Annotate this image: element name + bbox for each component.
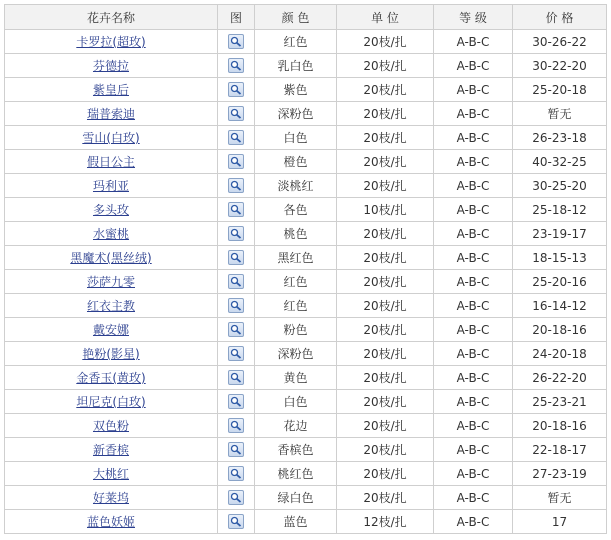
magnifier-icon[interactable] <box>228 106 244 121</box>
image-cell <box>218 342 255 366</box>
grade-cell: A-B-C <box>434 318 513 342</box>
unit-cell: 20枝/扎 <box>337 126 434 150</box>
price-cell: 23-19-17 <box>513 222 607 246</box>
header-price: 价 格 <box>513 5 607 30</box>
magnifier-icon[interactable] <box>228 370 244 385</box>
magnifier-icon[interactable] <box>228 322 244 337</box>
color-cell: 桃红色 <box>255 462 337 486</box>
table-row <box>5 486 607 510</box>
image-cell <box>218 54 255 78</box>
header-color: 颜 色 <box>255 5 337 30</box>
grade-cell: A-B-C <box>434 30 513 54</box>
color-cell: 红色 <box>255 30 337 54</box>
unit-cell: 20枝/扎 <box>337 174 434 198</box>
image-cell <box>218 486 255 510</box>
flower-name-link[interactable]: 大桃红 <box>92 467 129 481</box>
price-cell: 30-26-22 <box>513 30 607 54</box>
unit-cell: 20枝/扎 <box>337 78 434 102</box>
flower-name-cell <box>5 78 218 102</box>
image-cell <box>218 102 255 126</box>
unit-cell: 20枝/扎 <box>337 102 434 126</box>
table-row <box>5 318 607 342</box>
flower-name-link[interactable]: 多头玫 <box>92 203 129 217</box>
unit-cell: 20枝/扎 <box>337 342 434 366</box>
flower-name-cell <box>5 174 218 198</box>
grade-cell: A-B-C <box>434 390 513 414</box>
flower-name-link[interactable]: 卡罗拉(超玫) <box>76 35 146 49</box>
header-image: 图 <box>218 5 255 30</box>
table-row <box>5 438 607 462</box>
table-row <box>5 462 607 486</box>
image-cell <box>218 438 255 462</box>
magnifier-icon[interactable] <box>228 466 244 481</box>
image-cell <box>218 246 255 270</box>
header-row <box>5 5 607 30</box>
table-row <box>5 54 607 78</box>
unit-cell: 20枝/扎 <box>337 270 434 294</box>
price-cell: 17 <box>513 510 607 534</box>
unit-cell: 20枝/扎 <box>337 318 434 342</box>
image-cell <box>218 174 255 198</box>
magnifier-icon[interactable] <box>228 442 244 457</box>
color-cell: 白色 <box>255 390 337 414</box>
flower-name-cell <box>5 438 218 462</box>
image-cell <box>218 390 255 414</box>
color-cell: 淡桃红 <box>255 174 337 198</box>
flower-name-link[interactable]: 红衣主教 <box>86 299 135 313</box>
flower-name-link[interactable]: 艳粉(影星) <box>82 347 140 361</box>
magnifier-icon[interactable] <box>228 418 244 433</box>
unit-cell: 20枝/扎 <box>337 30 434 54</box>
flower-name-cell <box>5 246 218 270</box>
flower-name-cell <box>5 198 218 222</box>
price-cell: 25-20-18 <box>513 78 607 102</box>
flower-name-cell <box>5 102 218 126</box>
color-cell: 粉色 <box>255 318 337 342</box>
table-row <box>5 150 607 174</box>
price-cell: 26-22-20 <box>513 366 607 390</box>
image-cell <box>218 294 255 318</box>
image-cell <box>218 30 255 54</box>
flower-name-link[interactable]: 芬德拉 <box>92 59 129 73</box>
price-cell: 22-18-17 <box>513 438 607 462</box>
flower-name-cell <box>5 510 218 534</box>
unit-cell: 10枝/扎 <box>337 198 434 222</box>
price-cell: 30-25-20 <box>513 174 607 198</box>
price-cell: 25-20-16 <box>513 270 607 294</box>
image-cell <box>218 150 255 174</box>
image-cell <box>218 270 255 294</box>
price-cell: 25-23-21 <box>513 390 607 414</box>
flower-name-cell <box>5 270 218 294</box>
magnifier-icon[interactable] <box>228 130 244 145</box>
grade-cell: A-B-C <box>434 126 513 150</box>
image-cell <box>218 78 255 102</box>
table-row <box>5 246 607 270</box>
unit-cell: 20枝/扎 <box>337 222 434 246</box>
grade-cell: A-B-C <box>434 462 513 486</box>
flower-name-cell <box>5 222 218 246</box>
flower-name-cell <box>5 486 218 510</box>
table-row <box>5 126 607 150</box>
price-cell: 26-23-18 <box>513 126 607 150</box>
unit-cell: 20枝/扎 <box>337 150 434 174</box>
color-cell: 红色 <box>255 270 337 294</box>
magnifier-icon[interactable] <box>228 226 244 241</box>
image-cell <box>218 462 255 486</box>
unit-cell: 20枝/扎 <box>337 390 434 414</box>
color-cell: 深粉色 <box>255 102 337 126</box>
flower-name-cell <box>5 126 218 150</box>
flower-name-cell <box>5 54 218 78</box>
magnifier-icon[interactable] <box>228 58 244 73</box>
flower-name-link[interactable]: 紫皇后 <box>92 83 129 97</box>
flower-name-link[interactable]: 双色粉 <box>92 419 129 433</box>
price-cell: 24-20-18 <box>513 342 607 366</box>
magnifier-icon[interactable] <box>228 82 244 97</box>
flower-name-link[interactable]: 假日公主 <box>86 155 135 169</box>
price-cell: 25-18-12 <box>513 198 607 222</box>
header-grade: 等 级 <box>434 5 513 30</box>
unit-cell: 20枝/扎 <box>337 54 434 78</box>
unit-cell: 20枝/扎 <box>337 438 434 462</box>
flower-name-link[interactable]: 雪山(白玫) <box>82 131 140 145</box>
magnifier-icon[interactable] <box>228 514 244 529</box>
color-cell: 黑红色 <box>255 246 337 270</box>
flower-name-cell <box>5 294 218 318</box>
grade-cell: A-B-C <box>434 78 513 102</box>
grade-cell: A-B-C <box>434 174 513 198</box>
flower-name-link[interactable]: 玛利亚 <box>92 179 129 193</box>
price-cell: 暂无 <box>513 102 607 126</box>
image-cell <box>218 222 255 246</box>
table-row <box>5 270 607 294</box>
flower-name-link[interactable]: 水蜜桃 <box>92 227 129 241</box>
magnifier-icon[interactable] <box>228 154 244 169</box>
color-cell: 绿白色 <box>255 486 337 510</box>
flower-name-link[interactable]: 新香槟 <box>92 443 129 457</box>
magnifier-icon[interactable] <box>228 250 244 265</box>
grade-cell: A-B-C <box>434 102 513 126</box>
table-row <box>5 510 607 534</box>
flower-name-link[interactable]: 蓝色妖姬 <box>86 515 135 529</box>
table-row <box>5 294 607 318</box>
table-row <box>5 390 607 414</box>
magnifier-icon[interactable] <box>228 394 244 409</box>
magnifier-icon[interactable] <box>228 298 244 313</box>
price-cell: 30-22-20 <box>513 54 607 78</box>
grade-cell: A-B-C <box>434 366 513 390</box>
flower-name-link[interactable]: 莎萨九零 <box>86 275 135 289</box>
color-cell: 桃色 <box>255 222 337 246</box>
unit-cell: 20枝/扎 <box>337 462 434 486</box>
flower-name-cell <box>5 342 218 366</box>
price-cell: 18-15-13 <box>513 246 607 270</box>
grade-cell: A-B-C <box>434 342 513 366</box>
table-row <box>5 102 607 126</box>
table-row <box>5 366 607 390</box>
flower-name-cell <box>5 30 218 54</box>
grade-cell: A-B-C <box>434 222 513 246</box>
flower-name-link[interactable]: 瑞普索迪 <box>86 107 135 121</box>
image-cell <box>218 510 255 534</box>
unit-cell: 20枝/扎 <box>337 366 434 390</box>
table-row <box>5 198 607 222</box>
unit-cell: 20枝/扎 <box>337 414 434 438</box>
grade-cell: A-B-C <box>434 246 513 270</box>
flower-name-cell <box>5 390 218 414</box>
color-cell: 橙色 <box>255 150 337 174</box>
flower-price-table <box>4 4 607 534</box>
grade-cell: A-B-C <box>434 414 513 438</box>
image-cell <box>218 126 255 150</box>
flower-name-link[interactable]: 金香玉(黄玫) <box>76 371 146 385</box>
color-cell: 深粉色 <box>255 342 337 366</box>
flower-name-link[interactable]: 戴安娜 <box>92 323 129 337</box>
color-cell: 花边 <box>255 414 337 438</box>
flower-name-cell <box>5 414 218 438</box>
grade-cell: A-B-C <box>434 510 513 534</box>
table-row <box>5 342 607 366</box>
color-cell: 各色 <box>255 198 337 222</box>
price-cell: 40-32-25 <box>513 150 607 174</box>
grade-cell: A-B-C <box>434 198 513 222</box>
magnifier-icon[interactable] <box>228 346 244 361</box>
flower-name-cell <box>5 150 218 174</box>
header-flower-name: 花卉名称 <box>5 5 218 30</box>
table-row <box>5 222 607 246</box>
grade-cell: A-B-C <box>434 486 513 510</box>
unit-cell: 12枝/扎 <box>337 510 434 534</box>
flower-name-cell <box>5 318 218 342</box>
color-cell: 香槟色 <box>255 438 337 462</box>
color-cell: 黄色 <box>255 366 337 390</box>
table-row <box>5 414 607 438</box>
image-cell <box>218 318 255 342</box>
table-row <box>5 30 607 54</box>
price-cell: 27-23-19 <box>513 462 607 486</box>
price-cell: 20-18-16 <box>513 414 607 438</box>
grade-cell: A-B-C <box>434 270 513 294</box>
magnifier-icon[interactable] <box>228 274 244 289</box>
color-cell: 白色 <box>255 126 337 150</box>
magnifier-icon[interactable] <box>228 202 244 217</box>
magnifier-icon[interactable] <box>228 34 244 49</box>
price-cell: 20-18-16 <box>513 318 607 342</box>
grade-cell: A-B-C <box>434 294 513 318</box>
flower-name-link[interactable]: 好莱坞 <box>92 491 129 505</box>
price-cell: 16-14-12 <box>513 294 607 318</box>
grade-cell: A-B-C <box>434 54 513 78</box>
header-unit: 单 位 <box>337 5 434 30</box>
unit-cell: 20枝/扎 <box>337 246 434 270</box>
magnifier-icon[interactable] <box>228 178 244 193</box>
image-cell <box>218 366 255 390</box>
table-row <box>5 174 607 198</box>
color-cell: 红色 <box>255 294 337 318</box>
price-cell: 暂无 <box>513 486 607 510</box>
unit-cell: 20枝/扎 <box>337 486 434 510</box>
grade-cell: A-B-C <box>434 150 513 174</box>
color-cell: 乳白色 <box>255 54 337 78</box>
unit-cell: 20枝/扎 <box>337 294 434 318</box>
flower-name-cell <box>5 462 218 486</box>
image-cell <box>218 198 255 222</box>
color-cell: 紫色 <box>255 78 337 102</box>
grade-cell: A-B-C <box>434 438 513 462</box>
image-cell <box>218 414 255 438</box>
flower-name-link[interactable]: 坦尼克(白玫) <box>76 395 146 409</box>
flower-name-cell <box>5 366 218 390</box>
table-row <box>5 78 607 102</box>
magnifier-icon[interactable] <box>228 490 244 505</box>
flower-name-link[interactable]: 黑魔术(黑丝绒) <box>70 251 152 265</box>
color-cell: 蓝色 <box>255 510 337 534</box>
